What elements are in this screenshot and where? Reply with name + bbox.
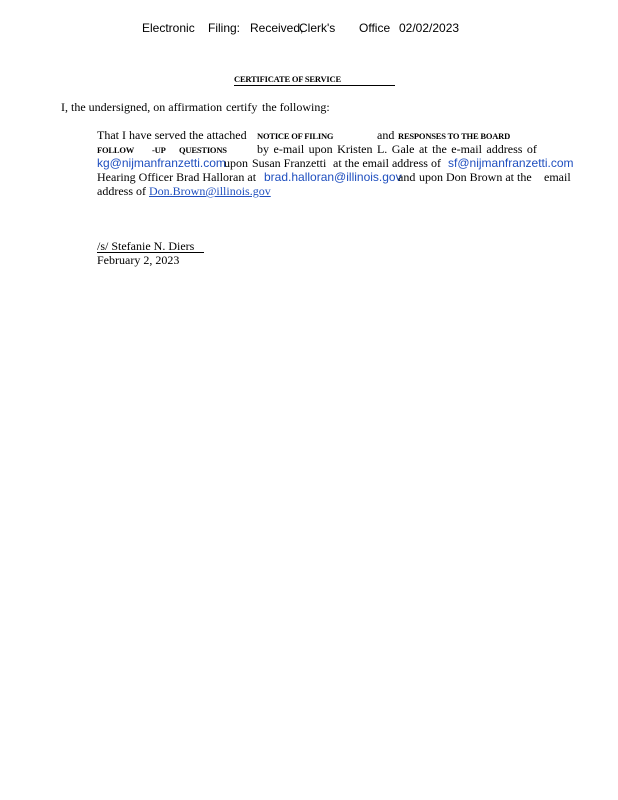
- address-text: address: [97, 184, 133, 198]
- and-text: and: [377, 128, 395, 142]
- email-link-halloran[interactable]: brad.halloran@illinois.gov: [264, 170, 402, 184]
- upon-brown-text: upon Don Brown at the: [419, 170, 532, 184]
- email-address-of: at the email address of: [333, 156, 441, 170]
- notice-of-filing: NOTICE OF FILING: [257, 131, 334, 141]
- follow-text: FOLLOW: [97, 145, 135, 155]
- up-text: -UP: [152, 145, 166, 155]
- signature-date: February 2, 2023: [97, 253, 180, 267]
- email-link-gale[interactable]: kg@nijmanfranzetti.com: [97, 156, 226, 170]
- title-underline: [234, 85, 395, 86]
- signature-name: /s/ Stefanie N. Diers: [97, 239, 195, 253]
- header-filing: Filing:: [208, 21, 241, 35]
- served-text: That I have served the attached: [97, 128, 247, 142]
- email-upon-gale: by e-mail upon Kristen L. Gale at the e-mail address of: [257, 142, 537, 156]
- responses-to-board: RESPONSES TO THE BOARD: [398, 131, 511, 141]
- hearing-officer-text: Hearing Officer Brad Halloran at: [97, 170, 257, 184]
- intro-certify: certify: [226, 100, 258, 114]
- upon-text: upon: [224, 156, 248, 170]
- header-clerks: Clerk's: [299, 21, 336, 35]
- certificate-title: CERTIFICATE OF SERVICE: [234, 74, 341, 84]
- email-link-franzetti[interactable]: sf@nijmanfranzetti.com: [448, 156, 574, 170]
- email-text: email: [544, 170, 571, 184]
- and-upon-text: and: [398, 170, 416, 184]
- header-received: Received,: [250, 21, 304, 35]
- susan-franzetti: Susan Franzetti: [252, 156, 327, 170]
- intro-text: I, the undersigned, on affirmation: [61, 100, 223, 114]
- questions-text: QUESTIONS: [179, 145, 227, 155]
- intro-following: the following:: [262, 100, 330, 114]
- email-link-brown[interactable]: Don.Brown@illinois.gov: [149, 184, 271, 198]
- header-electronic: Electronic: [142, 21, 195, 35]
- header-date: 02/02/2023: [399, 21, 460, 35]
- header-office: Office: [359, 21, 391, 35]
- of-text: of: [136, 184, 146, 198]
